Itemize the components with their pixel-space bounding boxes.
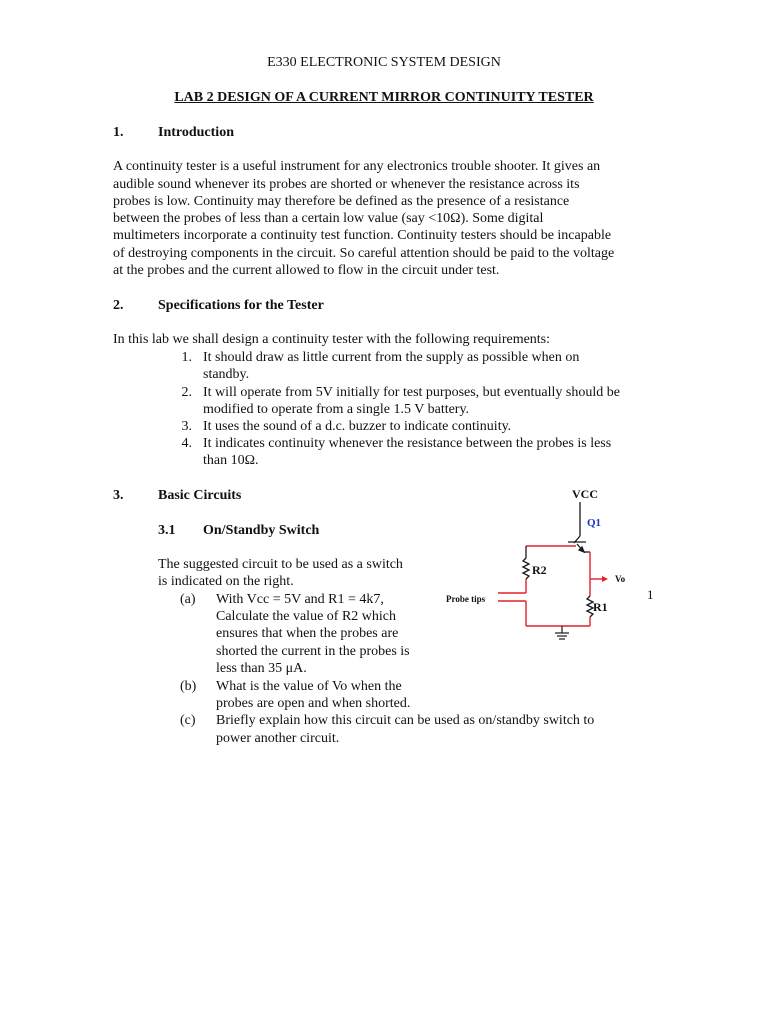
question-line: ensures that when the probes are [216,626,399,641]
section-2-number: 2. [113,298,124,313]
section-3-title: Basic Circuits [158,488,242,503]
question-tag: (a) [180,592,196,607]
vcc-label: VCC [572,487,598,501]
question-line: What is the value of Vo when the [216,679,402,694]
subsection-title: On/Standby Switch [203,523,320,538]
intro-line: A continuity tester is a useful instrument for any electronics trouble shooter. It gives an [113,159,601,174]
intro-line: of destroying components in the circuit. So careful attention should be paid to the voltage [113,246,615,261]
spec-item-text: modified to operate from a single 1.5 V battery. [203,402,470,417]
question-line: Calculate the value of R2 which [216,609,396,624]
transistor-q1-symbol [568,530,590,552]
question-line: With Vcc = 5V and R1 = 4k7, [216,592,384,607]
question-line: less than 35 μA. [216,661,307,676]
probe-tips-label: Probe tips [446,594,486,604]
vo-label: Vo [615,574,626,584]
spec-item-text: It should draw as little current from the supply as possible when on [203,350,580,365]
question-tag: (c) [180,713,196,728]
q1-label: Q1 [587,517,602,529]
section-2-title: Specifications for the Tester [158,298,324,313]
switch-circuit-diagram [440,480,640,650]
page-number: 1 [647,587,654,602]
question-line: Briefly explain how this circuit can be used as on/standby switch to [216,713,595,728]
question-line: probes are open and when shorted. [216,696,411,711]
spec-item-text: It indicates continuity whenever the resistance between the probes is less [203,436,612,451]
spec-item-text: It uses the sound of a d.c. buzzer to indicate continuity. [203,419,512,434]
spec-item-text: It will operate from 5V initially for test purposes, but eventually should be [203,385,620,400]
spec-item-number: 2. [181,385,192,400]
switch-para-line: The suggested circuit to be used as a switch [158,557,403,572]
intro-line: probes is low. Continuity may therefore be defined as the presence of a resistance [113,194,570,209]
spec-item-text: standby. [203,367,250,382]
course-title: E330 ELECTRONIC SYSTEM DESIGN [267,55,501,70]
intro-line: multimeters incorporate a continuity test function. Continuity testers should be incapable [113,228,612,243]
resistor-r2 [523,558,529,579]
section-1-number: 1. [113,125,124,140]
spec-item-number: 4. [181,436,192,451]
subsection-number: 3.1 [158,523,176,538]
r2-label: R2 [532,563,547,577]
intro-line: audible sound whenever its probes are shorted or whenever the resistance across its [113,177,580,192]
vo-arrow [602,576,608,582]
spec-item-text: than 10Ω. [203,453,259,468]
intro-line: between the probes of less than a certain low value (say <10Ω). Some digital [113,211,544,226]
spec-item-number: 3. [181,419,192,434]
section-1-title: Introduction [158,125,234,140]
ground-icon [555,626,569,639]
lab-title: LAB 2 DESIGN OF A CURRENT MIRROR CONTINUITY TESTER [174,90,594,105]
switch-para-line: is indicated on the right. [158,574,294,589]
spec-item-number: 1. [181,350,192,365]
question-line: shorted the current in the probes is [216,644,410,659]
section-3-number: 3. [113,488,124,503]
r1-label: R1 [593,600,608,614]
question-tag: (b) [180,679,197,694]
question-line: power another circuit. [216,731,340,746]
spec-intro: In this lab we shall design a continuity tester with the following requirements: [113,332,551,347]
intro-line: at the probes and the current allowed to flow in the circuit under test. [113,263,500,278]
